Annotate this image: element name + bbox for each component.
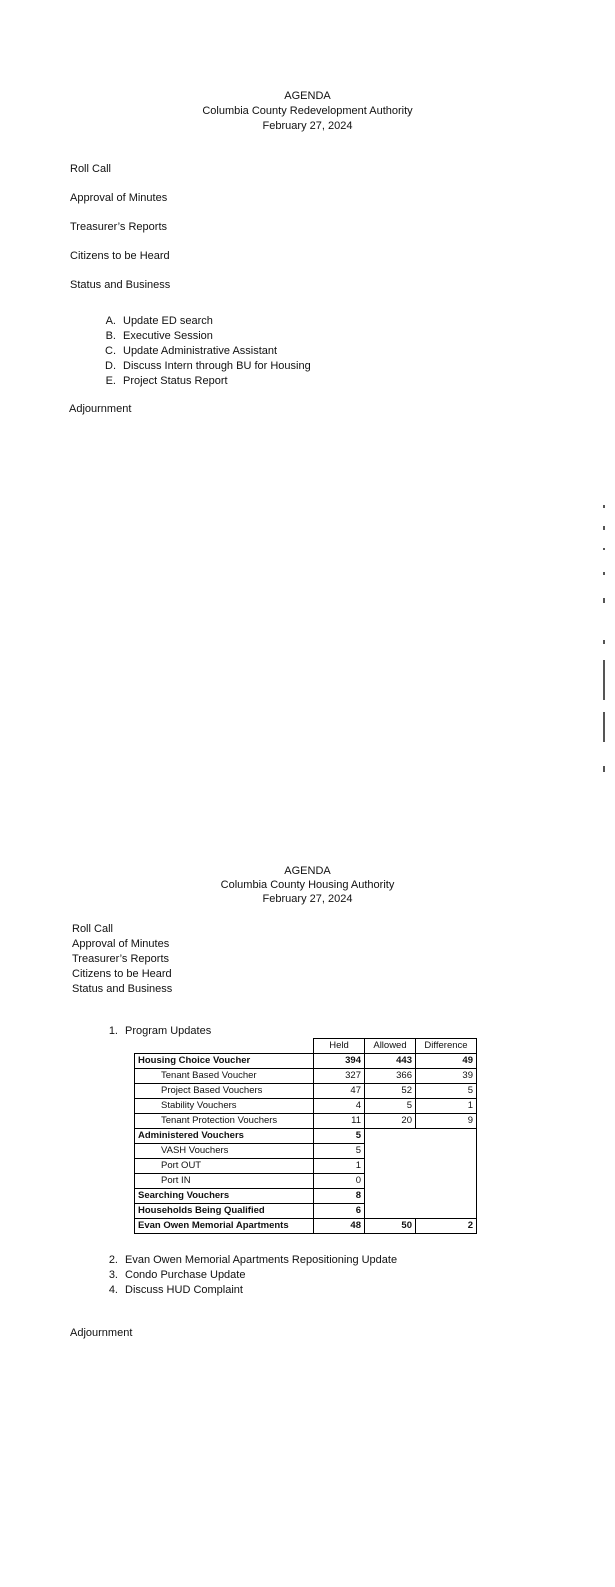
row-label: Searching Vouchers xyxy=(135,1189,314,1204)
rda-adjournment: Adjournment xyxy=(69,403,132,415)
list-marker: B. xyxy=(105,330,116,342)
cell-difference: 1 xyxy=(416,1099,477,1114)
list-item-text: Discuss Intern through BU for Housing xyxy=(123,360,311,372)
row-label: Evan Owen Memorial Apartments xyxy=(135,1219,314,1234)
column-header-difference: Difference xyxy=(416,1039,477,1054)
row-label: Households Being Qualified xyxy=(135,1204,314,1219)
cell-allowed: 366 xyxy=(365,1069,416,1084)
rda-business-item xyxy=(98,359,311,374)
rda-item-citizens: Citizens to be Heard xyxy=(70,250,170,262)
row-label: Stability Vouchers xyxy=(135,1099,314,1114)
ha-item-status-business: Status and Business xyxy=(72,983,173,995)
rda-business-list xyxy=(98,314,311,389)
table-row xyxy=(135,1054,477,1069)
table-row xyxy=(135,1069,477,1084)
cell-held: 5 xyxy=(314,1129,365,1144)
cell-difference: 5 xyxy=(416,1084,477,1099)
ha-title: AGENDA xyxy=(284,865,331,877)
table-row xyxy=(135,1129,477,1144)
cell-difference: 9 xyxy=(416,1114,477,1129)
column-header-allowed: Allowed xyxy=(365,1039,416,1054)
column-header-held: Held xyxy=(314,1039,365,1054)
ha-adjournment: Adjournment xyxy=(70,1327,133,1339)
list-marker: 4. xyxy=(108,1284,118,1296)
list-item-text: Update Administrative Assistant xyxy=(123,345,278,357)
cell-difference: 2 xyxy=(416,1219,477,1234)
list-item-text: Program Updates xyxy=(125,1025,212,1037)
list-item-text: Discuss HUD Complaint xyxy=(125,1284,243,1296)
list-marker: D. xyxy=(105,360,116,372)
row-label: Port OUT xyxy=(135,1159,314,1174)
row-label: VASH Vouchers xyxy=(135,1144,314,1159)
ha-agenda-item xyxy=(100,1268,397,1283)
cell-held: 327 xyxy=(314,1069,365,1084)
ha-item-citizens: Citizens to be Heard xyxy=(72,968,172,980)
cell-held: 394 xyxy=(314,1054,365,1069)
row-label: Project Based Vouchers xyxy=(135,1084,314,1099)
cell-held: 47 xyxy=(314,1084,365,1099)
cell-allowed: 52 xyxy=(365,1084,416,1099)
ha-agenda-item xyxy=(100,1283,397,1298)
program-updates-table xyxy=(134,1038,477,1234)
table-corner xyxy=(135,1039,314,1054)
ha-more-items-list xyxy=(100,1253,397,1298)
list-marker: 1. xyxy=(108,1025,118,1037)
cell-held: 4 xyxy=(314,1099,365,1114)
list-marker: A. xyxy=(105,315,116,327)
cell-allowed: 5 xyxy=(365,1099,416,1114)
ha-date: February 27, 2024 xyxy=(262,893,353,905)
cell-held: 6 xyxy=(314,1204,365,1219)
list-item-text: Update ED search xyxy=(123,315,213,327)
ha-program-updates-heading xyxy=(100,1024,211,1039)
cell-held: 8 xyxy=(314,1189,365,1204)
cell-difference: 39 xyxy=(416,1069,477,1084)
list-item-text: Executive Session xyxy=(123,330,213,342)
rda-date: February 27, 2024 xyxy=(262,120,353,132)
rda-title: AGENDA xyxy=(284,90,331,102)
list-item-text: Condo Purchase Update xyxy=(125,1269,246,1281)
table-row xyxy=(135,1219,477,1234)
rda-item-treasurer-reports: Treasurer’s Reports xyxy=(70,221,167,233)
rda-business-item xyxy=(98,329,311,344)
ha-organization: Columbia County Housing Authority xyxy=(220,879,395,891)
row-label: Tenant Protection Vouchers xyxy=(135,1114,314,1129)
rda-item-status-business: Status and Business xyxy=(70,279,171,291)
row-label: Tenant Based Voucher xyxy=(135,1069,314,1084)
table-header-row xyxy=(135,1039,477,1054)
cell-held: 48 xyxy=(314,1219,365,1234)
cell-held: 5 xyxy=(314,1144,365,1159)
empty-block xyxy=(365,1129,477,1219)
rda-business-item xyxy=(98,344,311,359)
cell-difference: 49 xyxy=(416,1054,477,1069)
list-marker: C. xyxy=(105,345,116,357)
rda-item-roll-call: Roll Call xyxy=(70,163,111,175)
row-label: Housing Choice Voucher xyxy=(135,1054,314,1069)
row-label: Administered Vouchers xyxy=(135,1129,314,1144)
rda-business-item xyxy=(98,314,311,329)
list-marker: 2. xyxy=(108,1254,118,1266)
list-item-text: Project Status Report xyxy=(123,375,228,387)
cell-held: 11 xyxy=(314,1114,365,1129)
ha-item-roll-call: Roll Call xyxy=(72,923,113,935)
cell-allowed: 50 xyxy=(365,1219,416,1234)
rda-organization: Columbia County Redevelopment Authority xyxy=(202,105,413,117)
list-item-text: Evan Owen Memorial Apartments Repositioning Update xyxy=(125,1254,398,1266)
cell-allowed: 20 xyxy=(365,1114,416,1129)
ha-item-treasurer-reports: Treasurer’s Reports xyxy=(72,953,169,965)
cell-held: 1 xyxy=(314,1159,365,1174)
cell-held: 0 xyxy=(314,1174,365,1189)
row-label: Port IN xyxy=(135,1174,314,1189)
list-marker: E. xyxy=(105,375,116,387)
table-row xyxy=(135,1099,477,1114)
ha-agenda-item xyxy=(100,1253,397,1268)
table-row xyxy=(135,1084,477,1099)
cell-allowed: 443 xyxy=(365,1054,416,1069)
rda-business-item xyxy=(98,374,311,389)
ha-item-approval-minutes: Approval of Minutes xyxy=(72,938,170,950)
list-marker: 3. xyxy=(108,1269,118,1281)
rda-item-approval-minutes: Approval of Minutes xyxy=(70,192,168,204)
table-row xyxy=(135,1114,477,1129)
